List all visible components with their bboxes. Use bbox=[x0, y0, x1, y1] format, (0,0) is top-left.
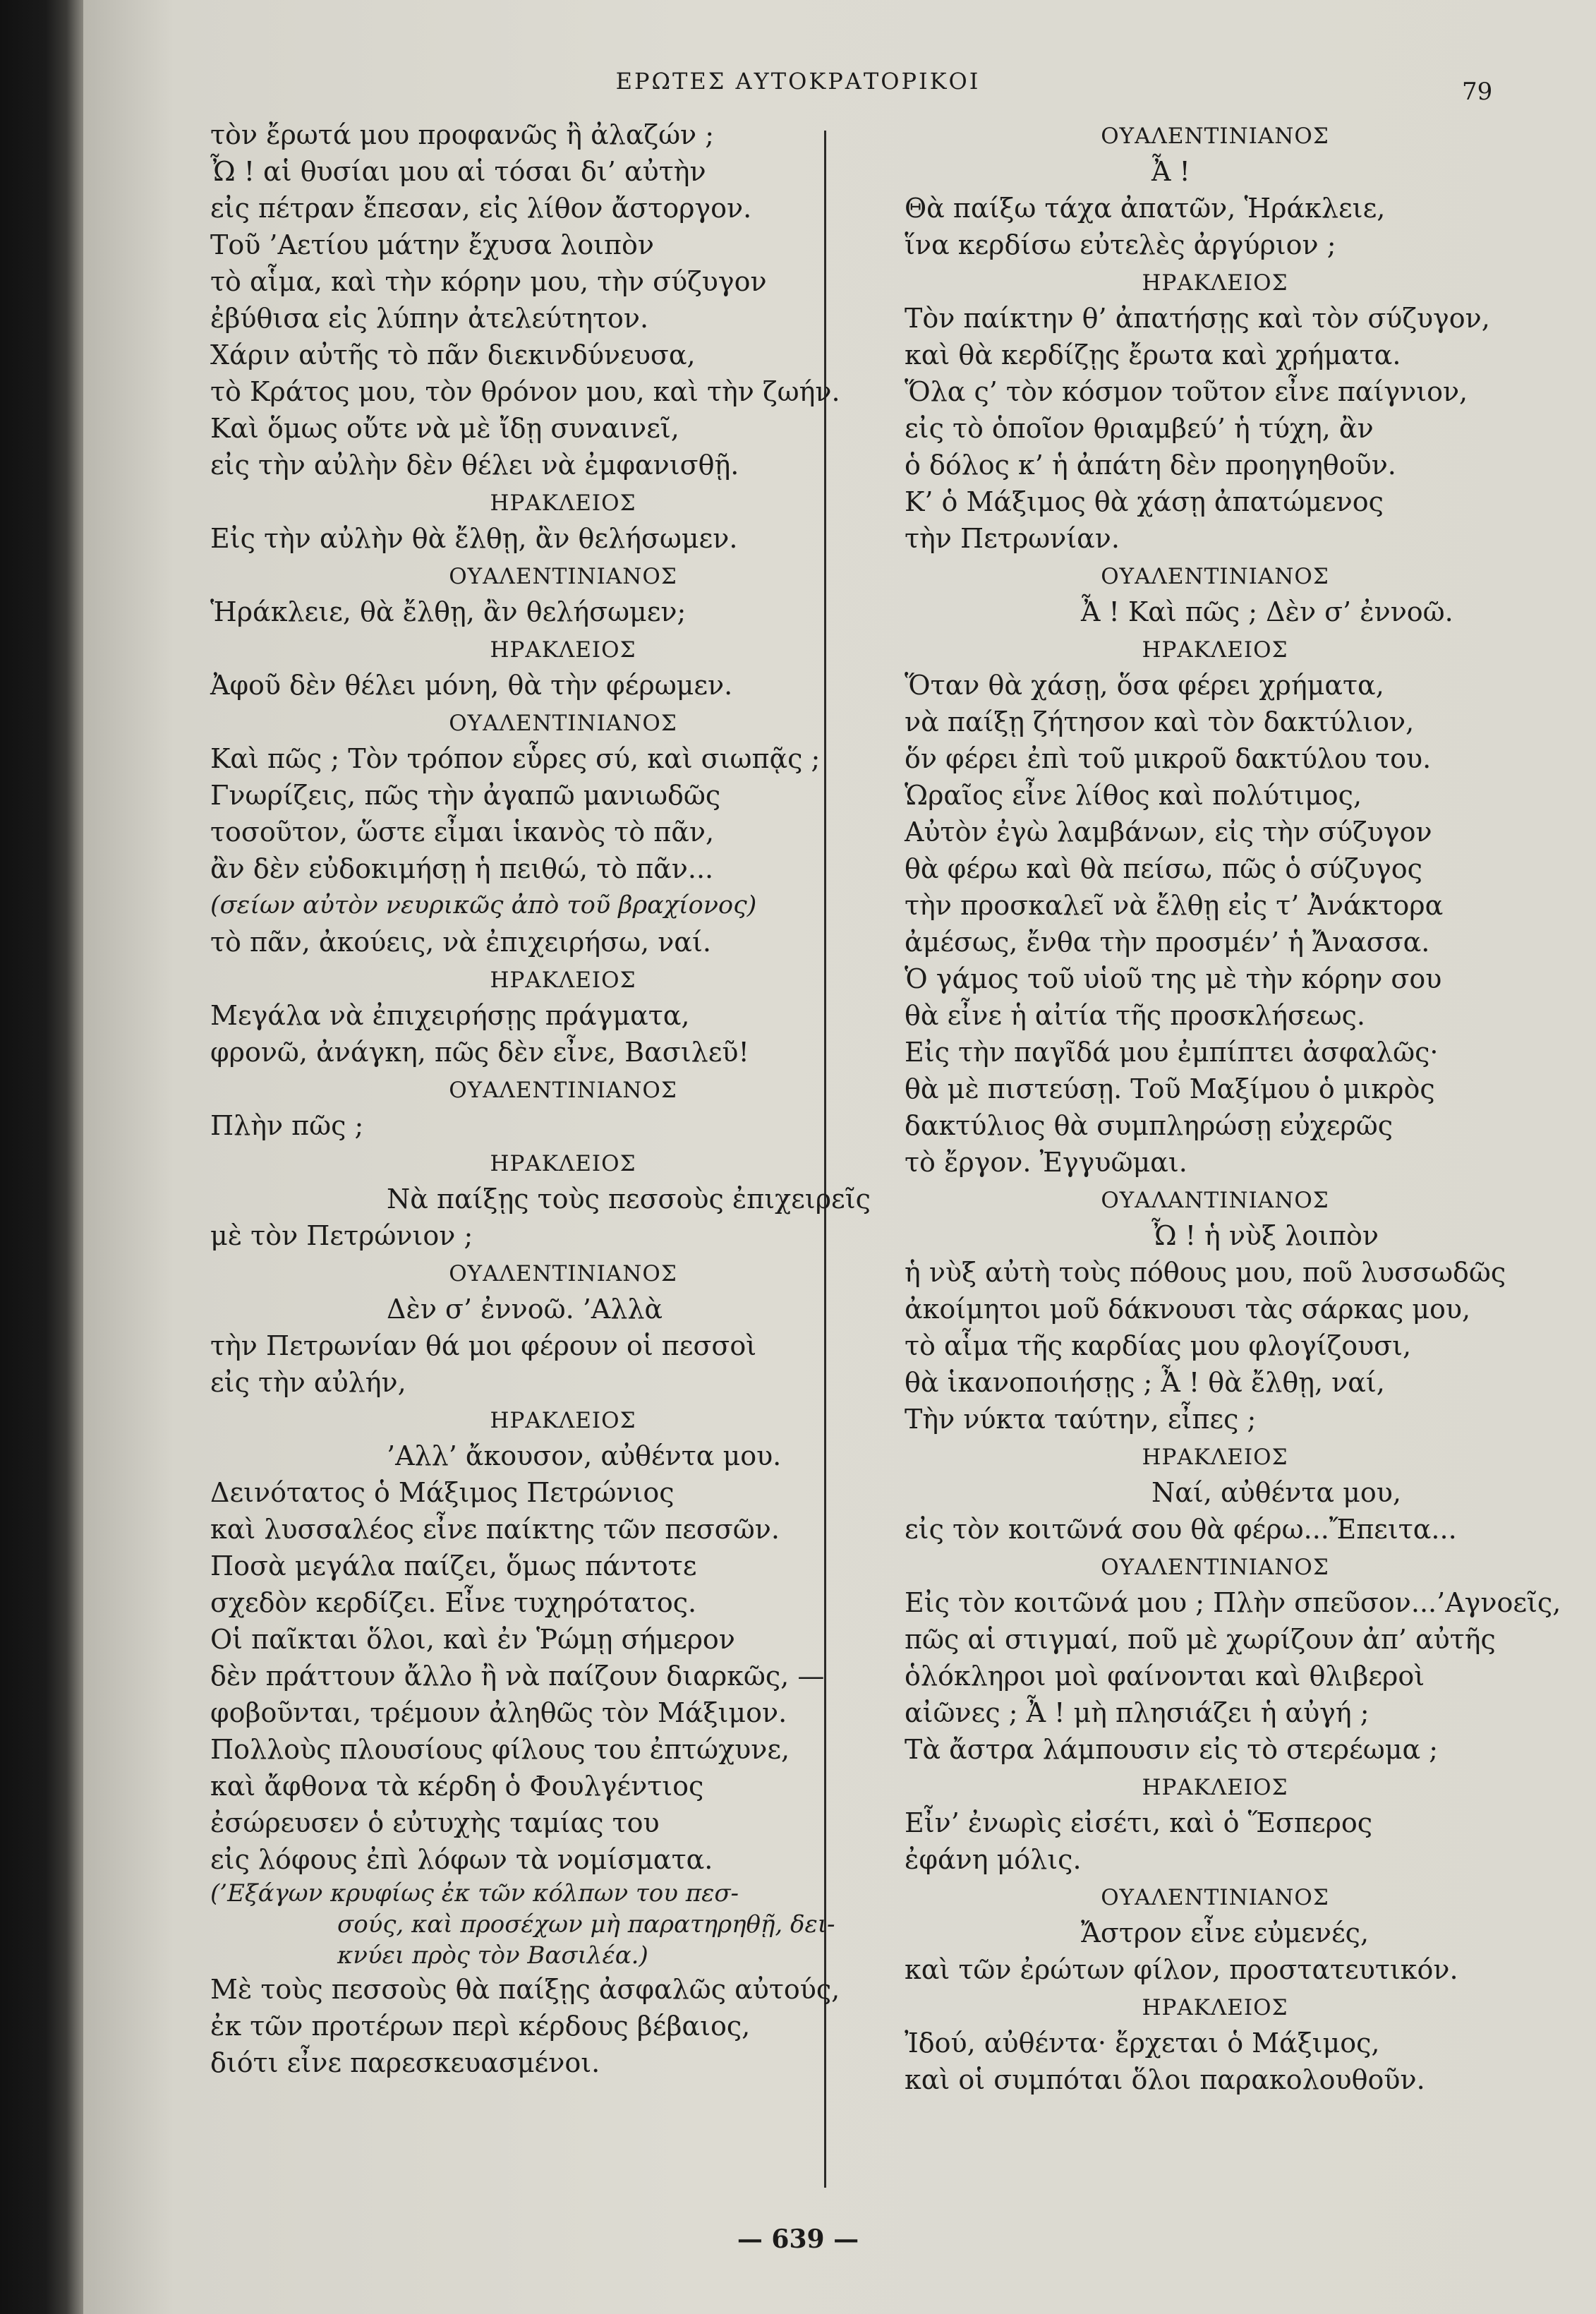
verse-line: φοβοῦνται, τρέμουν ἀληθῶς τὸν Μάξιμον. bbox=[210, 1697, 787, 1728]
verse-line: Εἰς τὸν κοιτῶνά μου ; Πλὴν σπεῦσον...’Αγνοεῖς, bbox=[905, 1587, 1561, 1618]
speaker-name: ΟΥΑΛΕΝΤΙΝΙΑΝΟΣ bbox=[449, 711, 677, 736]
verse-line: τὸ αἷμα, καὶ τὴν κόρην μου, τὴν σύζυγον bbox=[210, 266, 767, 297]
verse-line: Ναί, αὐθέντα μου, bbox=[1151, 1477, 1401, 1508]
speaker-name: ΗΡΑΚΛΕΙΟΣ bbox=[490, 1408, 636, 1433]
verse-line: ἐφάνη μόλις. bbox=[905, 1844, 1082, 1875]
verse-line: Αὐτὸν ἐγὼ λαμβάνων, εἰς τὴν σύζυγον bbox=[905, 816, 1432, 848]
verse-line: Χάριν αὐτῆς τὸ πᾶν διεκινδύνευσα, bbox=[210, 339, 696, 370]
verse-line: θὰ φέρω καὶ θὰ πείσω, πῶς ὁ σύζυγος bbox=[905, 853, 1422, 884]
verse-line: ἐσώρευσεν ὁ εὐτυχὴς ταμίας του bbox=[210, 1807, 660, 1838]
speaker-name: ΟΥΑΛΕΝΤΙΝΙΑΝΟΣ bbox=[1101, 1885, 1329, 1910]
speaker-name: ΟΥΑΛΕΝΤΙΝΙΑΝΟΣ bbox=[449, 1261, 677, 1286]
verse-line: φρονῶ, ἀνάγκη, πῶς δὲν εἶνε, Βασιλεῦ! bbox=[210, 1037, 749, 1068]
verse-line: καὶ λυσσαλέος εἶνε παίκτης τῶν πεσσῶν. bbox=[210, 1514, 780, 1545]
verse-line: Ὦ ! αἱ θυσίαι μου αἱ τόσαι δι’ αὐτὴν bbox=[210, 156, 706, 187]
speaker-name: ΗΡΑΚΛΕΙΟΣ bbox=[1142, 637, 1288, 663]
verse-line: τὸ αἷμα τῆς καρδίας μου φλογίζουσι, bbox=[905, 1330, 1412, 1361]
verse-line: ἂν δὲν εὐδοκιμήσῃ ἡ πειθώ, τὸ πᾶν... bbox=[210, 853, 714, 884]
verse-line: Πολλοὺς πλουσίους φίλους του ἐπτώχυνε, bbox=[210, 1734, 790, 1765]
stage-direction: κνύει πρὸς τὸν Βασιλέα.) bbox=[337, 1941, 648, 1970]
right-column bbox=[905, 116, 1561, 2098]
speaker-name: ΟΥΑΛΕΝΤΙΝΙΑΝΟΣ bbox=[1101, 1555, 1329, 1580]
verse-line: ἀκοίμητοι μοῦ δάκνουσι τὰς σάρκας μου, bbox=[905, 1294, 1471, 1325]
speaker-name: ΗΡΑΚΛΕΙΟΣ bbox=[1142, 1445, 1288, 1470]
verse-line: Ἆ ! bbox=[1151, 156, 1190, 187]
speaker-name: ΗΡΑΚΛΕΙΟΣ bbox=[490, 637, 636, 663]
verse-line: τὴν Πετρωνίαν. bbox=[905, 523, 1120, 554]
verse-line: θὰ μὲ πιστεύσῃ. Τοῦ Μαξίμου ὁ μικρὸς bbox=[905, 1073, 1435, 1104]
speaker-name: ΟΥΑΛΕΝΤΙΝΙΑΝΟΣ bbox=[1101, 564, 1329, 589]
verse-line: Ὁ γάμος τοῦ υἱοῦ της μὲ τὴν κόρην σου bbox=[905, 963, 1442, 994]
verse-line: Ἰδού, αὐθέντα· ἔρχεται ὁ Μάξιμος, bbox=[905, 2027, 1380, 2059]
verse-line: τὴν Πετρωνίαν θά μοι φέρουν οἱ πεσσοὶ bbox=[210, 1330, 757, 1361]
verse-line: Μεγάλα νὰ ἐπιχειρήσῃς πράγματα, bbox=[210, 1000, 690, 1031]
verse-line: Τὸν παίκτην θ’ ἀπατήσῃς καὶ τὸν σύζυγον, bbox=[905, 303, 1490, 334]
verse-line: τὸ πᾶν, ἀκούεις, νὰ ἐπιχειρήσω, ναί. bbox=[210, 927, 711, 958]
verse-line: θὰ εἶνε ἡ αἰτία τῆς προσκλήσεως. bbox=[905, 1000, 1365, 1031]
verse-line: διότι εἶνε παρεσκευασμένοι. bbox=[210, 2047, 600, 2078]
speaker-name: ΗΡΑΚΛΕΙΟΣ bbox=[1142, 1775, 1288, 1800]
verse-line: Ὡραῖος εἶνε λίθος καὶ πολύτιμος, bbox=[905, 780, 1362, 811]
verse-line: ὅν φέρει ἐπὶ τοῦ μικροῦ δακτύλου του. bbox=[905, 743, 1432, 774]
verse-line: δακτύλιος θὰ συμπληρώσῃ εὐχερῶς bbox=[905, 1110, 1394, 1141]
verse-line: καὶ ἄφθονα τὰ κέρδη ὁ Φουλγέντιος bbox=[210, 1771, 704, 1802]
verse-line: Ὅταν θὰ χάσῃ, ὅσα φέρει χρήματα, bbox=[905, 670, 1384, 701]
verse-line: θὰ ἱκανοποιήσῃς ; Ἆ ! θὰ ἔλθῃ, ναί, bbox=[905, 1367, 1385, 1398]
verse-line: Θὰ παίξω τάχα ἀπατῶν, Ἡράκλειε, bbox=[905, 193, 1386, 224]
verse-line: ἐκ τῶν προτέρων περὶ κέρδους βέβαιος, bbox=[210, 2011, 751, 2042]
verse-line: τὸ ἔργον. Ἐγγυῶμαι. bbox=[905, 1147, 1187, 1178]
verse-line: ὁλόκληροι μοὶ φαίνονται καὶ θλιβεροὶ bbox=[905, 1661, 1425, 1692]
verse-line: ἡ νὺξ αὐτὴ τοὺς πόθους μου, ποῦ λυσσωδῶς bbox=[905, 1257, 1506, 1288]
verse-line: Τὰ ἄστρα λάμπουσιν εἰς τὸ στερέωμα ; bbox=[905, 1734, 1439, 1765]
book-spine-shadow bbox=[0, 0, 83, 2314]
left-column bbox=[210, 116, 916, 2081]
verse-line: εἰς τὴν αὐλὴν δὲν θέλει νὰ ἐμφανισθῇ. bbox=[210, 450, 739, 481]
verse-line: τὸ Κράτος μου, τὸν θρόνον μου, καὶ τὴν ζωήν. bbox=[210, 376, 840, 407]
speaker-name: ΗΡΑΚΛΕΙΟΣ bbox=[490, 490, 636, 516]
page-number: 79 bbox=[1462, 78, 1493, 106]
speaker-name: ΗΡΑΚΛΕΙΟΣ bbox=[490, 1151, 636, 1176]
verse-line: εἰς τὸ ὁποῖον θριαμβεύ’ ἡ τύχη, ἂν bbox=[905, 413, 1374, 444]
verse-line: δὲν πράττουν ἄλλο ἢ νὰ παίζουν διαρκῶς, — bbox=[210, 1661, 825, 1692]
verse-line: εἰς λόφους ἐπὶ λόφων τὰ νομίσματα. bbox=[210, 1844, 713, 1875]
verse-line: καὶ οἱ συμπόται ὅλοι παρακολουθοῦν. bbox=[905, 2064, 1425, 2095]
verse-line: καὶ θὰ κερδίζῃς ἔρωτα καὶ χρήματα. bbox=[905, 339, 1401, 370]
verse-line: Ποσὰ μεγάλα παίζει, ὅμως πάντοτε bbox=[210, 1550, 697, 1581]
verse-line: Δεινότατος ὁ Μάξιμος Πετρώνιος bbox=[210, 1477, 675, 1508]
verse-line: Καὶ πῶς ; Τὸν τρόπον εὗρες σύ, καὶ σιωπᾷς ; bbox=[210, 743, 821, 774]
verse-line: Γνωρίζεις, πῶς τὴν ἀγαπῶ μανιωδῶς bbox=[210, 780, 721, 811]
verse-line: ἐβύθισα εἰς λύπην ἀτελεύτητον. bbox=[210, 303, 649, 334]
verse-line: Ἆ ! Καὶ πῶς ; Δὲν σ’ ἐννοῶ. bbox=[1081, 596, 1453, 627]
verse-line: Ἡράκλειε, θὰ ἔλθῃ, ἂν θελήσωμεν; bbox=[210, 596, 687, 627]
verse-line: Εἶν’ ἐνωρὶς εἰσέτι, καὶ ὁ Ἕσπερος bbox=[905, 1807, 1373, 1838]
running-title: ΕΡΩΤΕΣ ΑΥΤΟΚΡΑΤΟΡΙΚΟΙ bbox=[615, 68, 981, 95]
verse-line: τὸν ἔρωτά μου προφανῶς ἢ ἀλαζών ; bbox=[210, 119, 715, 150]
verse-line: Κ’ ὁ Μάξιμος θὰ χάσῃ ἀπατώμενος bbox=[905, 486, 1384, 517]
verse-line: ’Αλλ’ ἄκουσον, αὐθέντα μου. bbox=[387, 1440, 782, 1471]
verse-line: Ἀφοῦ δὲν θέλει μόνη, θὰ τὴν φέρωμεν. bbox=[210, 670, 733, 701]
verse-line: τὴν προσκαλεῖ νὰ ἔλθῃ εἰς τ’ Ἀνάκτορα bbox=[905, 890, 1444, 921]
speaker-name: ΟΥΑΛΕΝΤΙΝΙΑΝΟΣ bbox=[449, 1078, 677, 1103]
verse-line: Δὲν σ’ ἐννοῶ. ’Αλλὰ bbox=[387, 1294, 663, 1325]
verse-line: πῶς αἱ στιγμαί, ποῦ μὲ χωρίζουν ἀπ’ αὐτῆς bbox=[905, 1624, 1496, 1655]
verse-line: Ὅλα ς’ τὸν κόσμον τοῦτον εἶνε παίγνιον, bbox=[905, 376, 1468, 407]
speaker-name: ΗΡΑΚΛΕΙΟΣ bbox=[1142, 270, 1288, 296]
verse-line: ἀμέσως, ἔνθα τὴν προσμέν’ ἡ Ἄνασσα. bbox=[905, 927, 1430, 958]
stage-direction: (σείων αὐτὸν νευρικῶς ἀπὸ τοῦ βραχίονος) bbox=[210, 891, 757, 920]
verse-line: τοσοῦτον, ὥστε εἶμαι ἱκανὸς τὸ πᾶν, bbox=[210, 816, 715, 848]
verse-line: αἰῶνες ; Ἆ ! μὴ πλησιάζει ἡ αὐγή ; bbox=[905, 1697, 1370, 1728]
stage-direction: σούς, καὶ προσέχων μὴ παρατηρηθῇ, δει- bbox=[337, 1910, 835, 1939]
verse-line: Νὰ παίξῃς τοὺς πεσσοὺς ἐπιχειρεῖς bbox=[387, 1183, 871, 1215]
stage-direction: (’Εξάγων κρυφίως ἐκ τῶν κόλπων του πεσ- bbox=[210, 1879, 739, 1908]
verse-line: καὶ τῶν ἐρώτων φίλον, προστατευτικόν. bbox=[905, 1954, 1458, 1985]
verse-line: ἵνα κερδίσω εὐτελὲς ἀργύριον ; bbox=[905, 229, 1336, 260]
verse-line: νὰ παίξῃ ζήτησον καὶ τὸν δακτύλιον, bbox=[905, 706, 1415, 737]
verse-line: Πλὴν πῶς ; bbox=[210, 1110, 364, 1141]
verse-line: μὲ τὸν Πετρώνιον ; bbox=[210, 1220, 473, 1251]
speaker-name: ΗΡΑΚΛΕΙΟΣ bbox=[1142, 1995, 1288, 2020]
verse-line: Τὴν νύκτα ταύτην, εἶπες ; bbox=[905, 1404, 1257, 1435]
speaker-name: ΟΥΑΛΕΝΤΙΝΙΑΝΟΣ bbox=[449, 564, 677, 589]
speaker-name: ΟΥΑΛΑΝΤΙΝΙΑΝΟΣ bbox=[1101, 1188, 1329, 1213]
verse-line: Ἄστρον εἶνε εὐμενές, bbox=[1081, 1917, 1370, 1948]
speaker-name: ΗΡΑΚΛΕΙΟΣ bbox=[490, 968, 636, 993]
verse-line: εἰς τὸν κοιτῶνά σου θὰ φέρω...Ἔπειτα... bbox=[905, 1514, 1457, 1545]
page-folio: — 639 — bbox=[737, 2224, 859, 2254]
verse-line: Εἰς τὴν αὐλὴν θὰ ἔλθῃ, ἂν θελήσωμεν. bbox=[210, 523, 738, 554]
speaker-name: ΟΥΑΛΕΝΤΙΝΙΑΝΟΣ bbox=[1101, 123, 1329, 149]
verse-line: Ὦ ! ἡ νὺξ λοιπὸν bbox=[1151, 1220, 1379, 1251]
verse-line: ὁ δόλος κ’ ἡ ἀπάτη δὲν προηγηθοῦν. bbox=[905, 450, 1396, 481]
verse-line: εἰς τὴν αὐλήν, bbox=[210, 1367, 406, 1398]
verse-line: σχεδὸν κερδίζει. Εἶνε τυχηρότατος. bbox=[210, 1587, 697, 1618]
verse-line: Μὲ τοὺς πεσσοὺς θὰ παίξῃς ἀσφαλῶς αὐτούς, bbox=[210, 1974, 840, 2005]
verse-line: Καὶ ὅμως οὔτε νὰ μὲ ἴδῃ συναινεῖ, bbox=[210, 413, 679, 444]
verse-line: εἰς πέτραν ἔπεσαν, εἰς λίθον ἄστοργον. bbox=[210, 193, 752, 224]
verse-line: Εἰς τὴν παγῖδά μου ἐμπίπτει ἀσφαλῶς· bbox=[905, 1037, 1439, 1068]
verse-line: Τοῦ ’Αετίου μάτην ἔχυσα λοιπὸν bbox=[210, 229, 654, 260]
verse-line: Οἱ παῖκται ὅλοι, καὶ ἐν Ῥώμῃ σήμερον bbox=[210, 1624, 735, 1655]
